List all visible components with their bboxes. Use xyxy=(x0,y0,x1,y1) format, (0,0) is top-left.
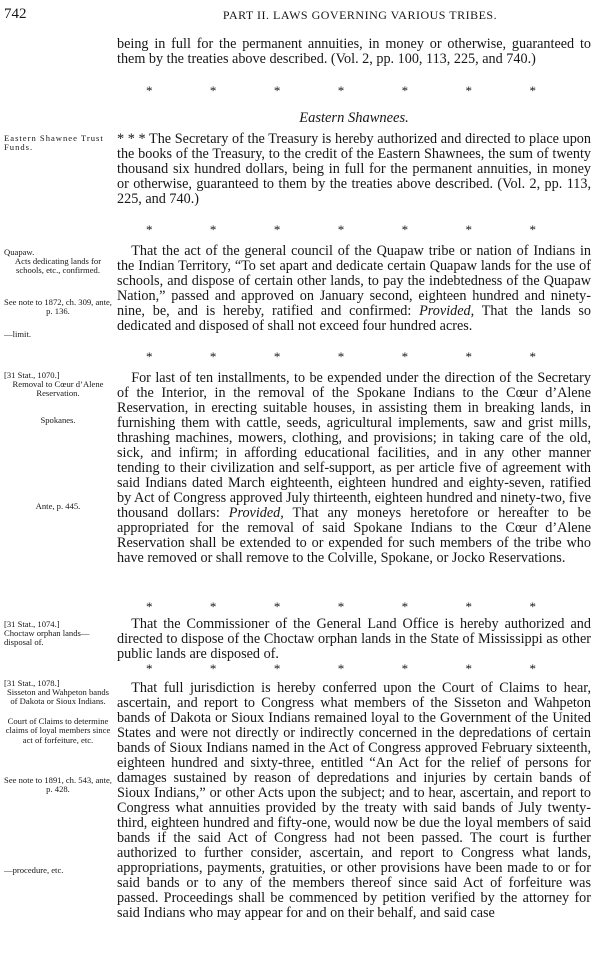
margin-note: Quapaw. xyxy=(4,247,35,257)
page-header xyxy=(0,6,600,26)
star-separator: * * * * * * * xyxy=(146,349,536,364)
paragraph-spokane: For last of ten installments, to be expended under the direction of the Secretary of the Interior, in the removal of the Spokane Indians to the Cœur d’Alene Reservation, in erecting suitable houses, in assisting them in breaking lands, in furnishing them with cattle, seeds, agricultural implements, saw and grist mills, thrashing machines, mowers, clothing, and provisions; in taking care of the old, sick, and infirm; in affording educational facilities, and in any other manner tending to their civilization and self-support, as per article five of agreement with said Indians dated March eighteenth, eighteen hundred and eighty-seven, ratified by Act of Congress approved July thirteenth, eighteen hundred and ninety-two, five thousand dollars: Provided, That any moneys heretofore or hereafter to be appropriated for the removal of said Spokane Indians to the Cœur d’Alene Reservation shall be extended to or expended for such members of the tribe who have removed or shall remove to the Colville, Spokane, or Jocko Reservations. xyxy=(117,370,591,566)
star-separator: * * * * * * * xyxy=(146,661,536,676)
margin-note: Acts dedicating lands for schools, etc., confirmed. xyxy=(14,256,102,276)
star-separator: * * * * * * * xyxy=(146,599,536,614)
star-separator: * * * * * * * xyxy=(146,83,536,98)
margin-note: Sisseton and Wahpeton bands of Dakota or Sioux Indians. xyxy=(6,687,110,707)
margin-note: Choctaw orphan lands—disposal of. xyxy=(4,628,90,648)
paragraph-quapaw: That the act of the general council of the Quapaw tribe or nation of Indians in the Indian Territory, “To set apart and dedicate certain Quapaw lands for the use of schools, and dispose of certain other lands, to pay the indebtedness of the Quapaw Nation,” passed and approved on January second, eighteen hundred and ninety-nine, be, and is hereby, ratified and confirmed: Provided, That the lands so dedicated and disposed of shall not exceed four hundred acres. xyxy=(117,243,591,334)
margin-note: Removal to Cœur d’Alene Reservation. xyxy=(12,379,104,399)
margin-note: Spokanes. xyxy=(40,415,76,425)
paragraph-choctaw: That the Commissioner of the General Land Office is hereby authorized and directed to dispose of the Choctaw orphan lands in the State of Mississippi as other public lands are disposed of. xyxy=(117,616,591,662)
paragraph-eastern-shawnees: * * * The Secretary of the Treasury is hereby authorized and directed to place upon the books of the Treasury, to the credit of the Eastern Shawnees, the sum of twenty thousand six hundred dollars, being in full for the permanent annuities, in money or otherwise, guaranteed to them by the treaties above described. (Vol. 2, pp. 113, 225, and 740.) xyxy=(117,131,591,207)
margin-note: Court of Claims to determine claims of loyal members since act of forfeiture, etc. xyxy=(5,716,111,745)
margin-note: [31 Stat., 1078.] xyxy=(4,678,60,688)
margin-note: [31 Stat., 1070.] xyxy=(4,370,60,380)
margin-note: Eastern Shawnee Trust Funds. xyxy=(4,133,104,153)
margin-note: —procedure, etc. xyxy=(4,865,64,875)
star-separator: * * * * * * * xyxy=(146,222,536,237)
margin-note: Ante, p. 445. xyxy=(35,501,81,511)
margin-note: See note to 1891, ch. 543, ante, p. 428. xyxy=(4,775,112,795)
section-heading: Eastern Shawnees. xyxy=(299,110,409,126)
paragraph-sisseton: That full jurisdiction is hereby conferred upon the Court of Claims to hear, ascertain, and report to Congress what members of the Sisseton and Wahpeton bands of Dakota or Sioux Indians remained loyal to the Government of the United States and were not directly or indirectly concerned in the depredations of certain bands of Sioux Indians named in the Act of Congress approved February sixteenth, eighteen hundred and sixty-three, entitled “An Act for the relief of persons for damages sustained by reason of depredations and injuries by certain bands of Sioux Indians,” or other Acts upon the subject; and to hear, ascertain, and report to Congress what annuities provided by the treaty with said bands of July twenty-third, eighteen hundred and fifty-one, would now be due the loyal members of said bands if the said Act of Congress had not been passed. The court is further authorized to further consider, ascertain, and report to Congress what lands, appropriations, payments, gratuities, or other provisions have been made to or for said bands or to any of the members thereof since said Act of forfeiture was passed. Proceedings shall be commenced by petition verified by the attorney for said Indians who may appear for and on their behalf, and said case xyxy=(117,680,591,921)
margin-note: [31 Stat., 1074.] xyxy=(4,619,60,629)
page-number: 742 xyxy=(4,6,27,22)
paragraph-continuation: being in full for the permanent annuities, in money or otherwise, guaranteed to them by the treaties above described. (Vol. 2, pp. 100, 113, 225, and 740.) xyxy=(117,36,591,67)
margin-note: —limit. xyxy=(4,329,31,339)
margin-note: See note to 1872, ch. 309, ante, p. 136. xyxy=(4,297,112,317)
running-head: PART II. LAWS GOVERNING VARIOUS TRIBES. xyxy=(222,8,498,22)
